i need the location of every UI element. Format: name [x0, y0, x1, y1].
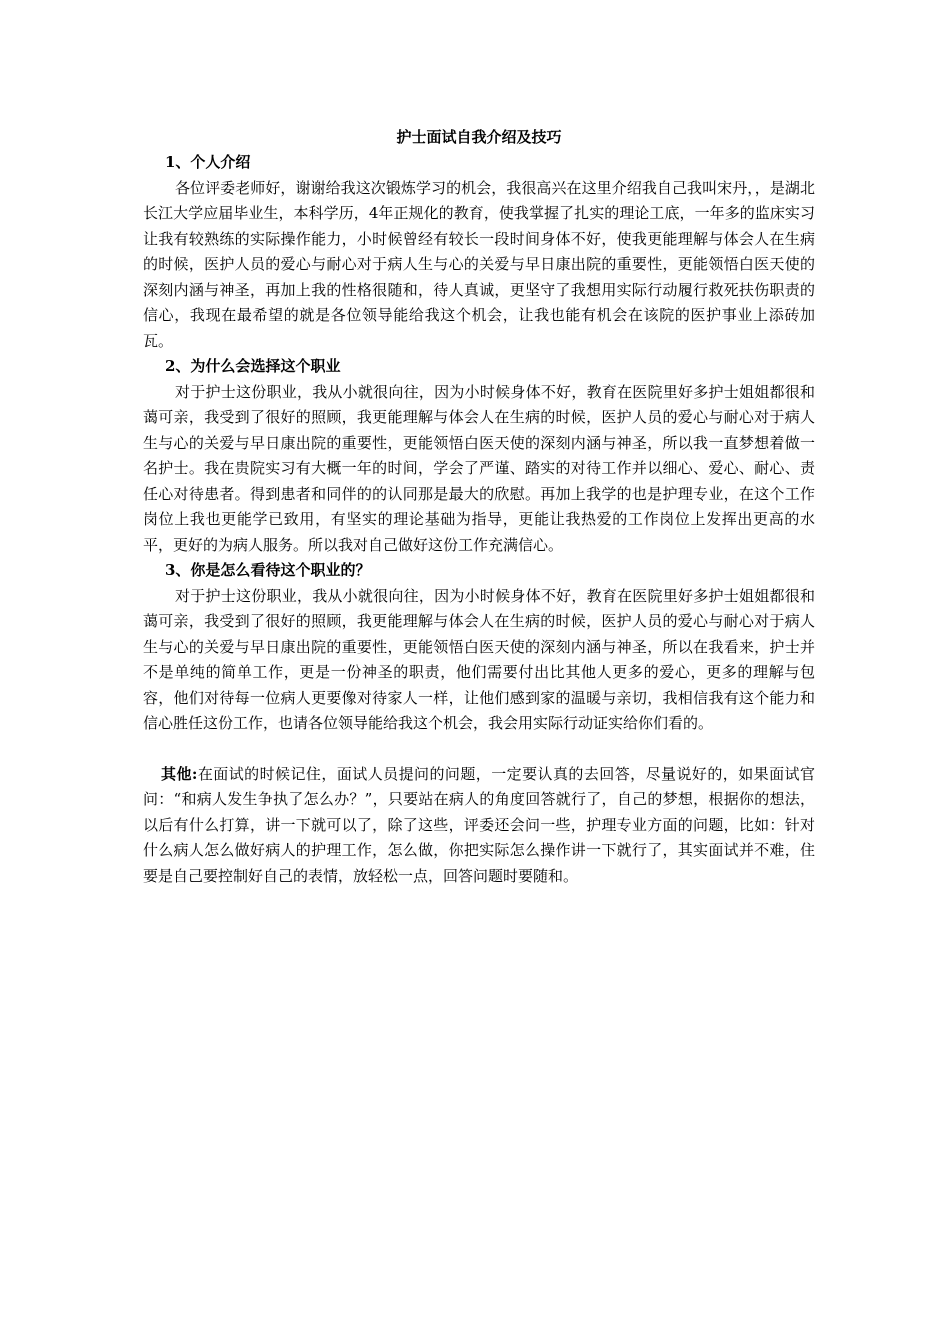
section-2-body: 对于护士这份职业，我从小就很向往，因为小时候身体不好，教育在医院里好多护士姐姐都很和蔼可亲，我受到了很好的照顾，我更能理解与体会人在生病的时候，医护人员的爱心与耐心对于病人生与心的关爱与早日康出院的重要性，更能领悟白医天使的深刻内涵与神圣，所以我一直梦想着做一名护士。我在贵院实习有大概一年的时间，学会了严谨、踏实的对待工作并以细心、爱心、耐心、责任心对待患者。得到患者和同伴的的认同那是最大的欣慰。再加上我学的也是护理专业，在这个工作岗位上我也更能学已致用，有坚实的理论基础为指导，更能让我热爱的工作岗位上发挥出更高的水平，更好的为病人服务。所以我对自己做好这份工作充满信心。 — [143, 382, 815, 554]
document-page — [143, 124, 815, 889]
document-title: 护士面试自我介绍及技巧 — [396, 128, 562, 146]
other-tips-body: 在面试的时候记住，面试人员提问的问题，一定要认真的去回答，尽量说好的，如果面试官问：“和病人发生争执了怎么办？”，只要站在病人的角度回答就行了，自己的梦想，根据你的想法，以后有什么打算，讲一下就可以了，除了这些，评委还会问一些，护理专业方面的问题，比如：针对什么病人怎么做好病人的护理工作，怎么做，你把实际怎么操作讲一下就行了，其实面试并不难，住要是自己要控制好自己的表情，放轻松一点，回答问题时要随和。 — [143, 764, 815, 885]
section-1-heading: 1、个人介绍 — [165, 153, 251, 171]
section-1-body: 各位评委老师好，谢谢给我这次锻炼学习的机会，我很高兴在这里介绍我自己我叫宋丹，，是湖北长江大学应届毕业生，本科学历，4年正规化的教育，使我掌握了扎实的理论工底，一年多的监床实习让我有较熟练的实际操作能力，小时候曾经有较长一段时间身体不好，使我更能理解与体会人在生病的时候，医护人员的爱心与耐心对于病人生与心的关爱与早日康出院的重要性，更能领悟白医天使的深刻内涵与神圣，再加上我的性格很随和，待人真诚，更坚守了我想用实际行动履行救死扶伤职责的信心，我现在最希望的就是各位领导能给我这个机会，让我也能有机会在该院的医护事业上添砖加瓦。 — [143, 178, 815, 350]
other-tips-paragraph — [143, 762, 815, 890]
section-3-heading: 3、你是怎么看待这个职业的？ — [165, 561, 371, 579]
section-3-body: 对于护士这份职业，我从小就很向往，因为小时候身体不好，教育在医院里好多护士姐姐都很和蔼可亲，我受到了很好的照顾，我更能理解与体会人在生病的时候，医护人员的爱心与耐心对于病人生与心的关爱与早日康出院的重要性，更能领悟白医天使的深刻内涵与神圣，所以在我看来，护士并不是单纯的简单工作，更是一份神圣的职责，他们需要付出比其他人更多的爱心，更多的理解与包容，他们对待每一位病人更要像对待家人一样，让他们感到家的温暖与亲切，我相信我有这个能力和信心胜任这份工作，也请各位领导能给我这个机会，我会用实际行动证实给你们看的。 — [143, 586, 815, 732]
other-tips-label: 其他: — [161, 764, 198, 783]
paragraph-spacer — [143, 737, 815, 762]
section-2-heading: 2、为什么会选择这个职业 — [165, 357, 341, 375]
